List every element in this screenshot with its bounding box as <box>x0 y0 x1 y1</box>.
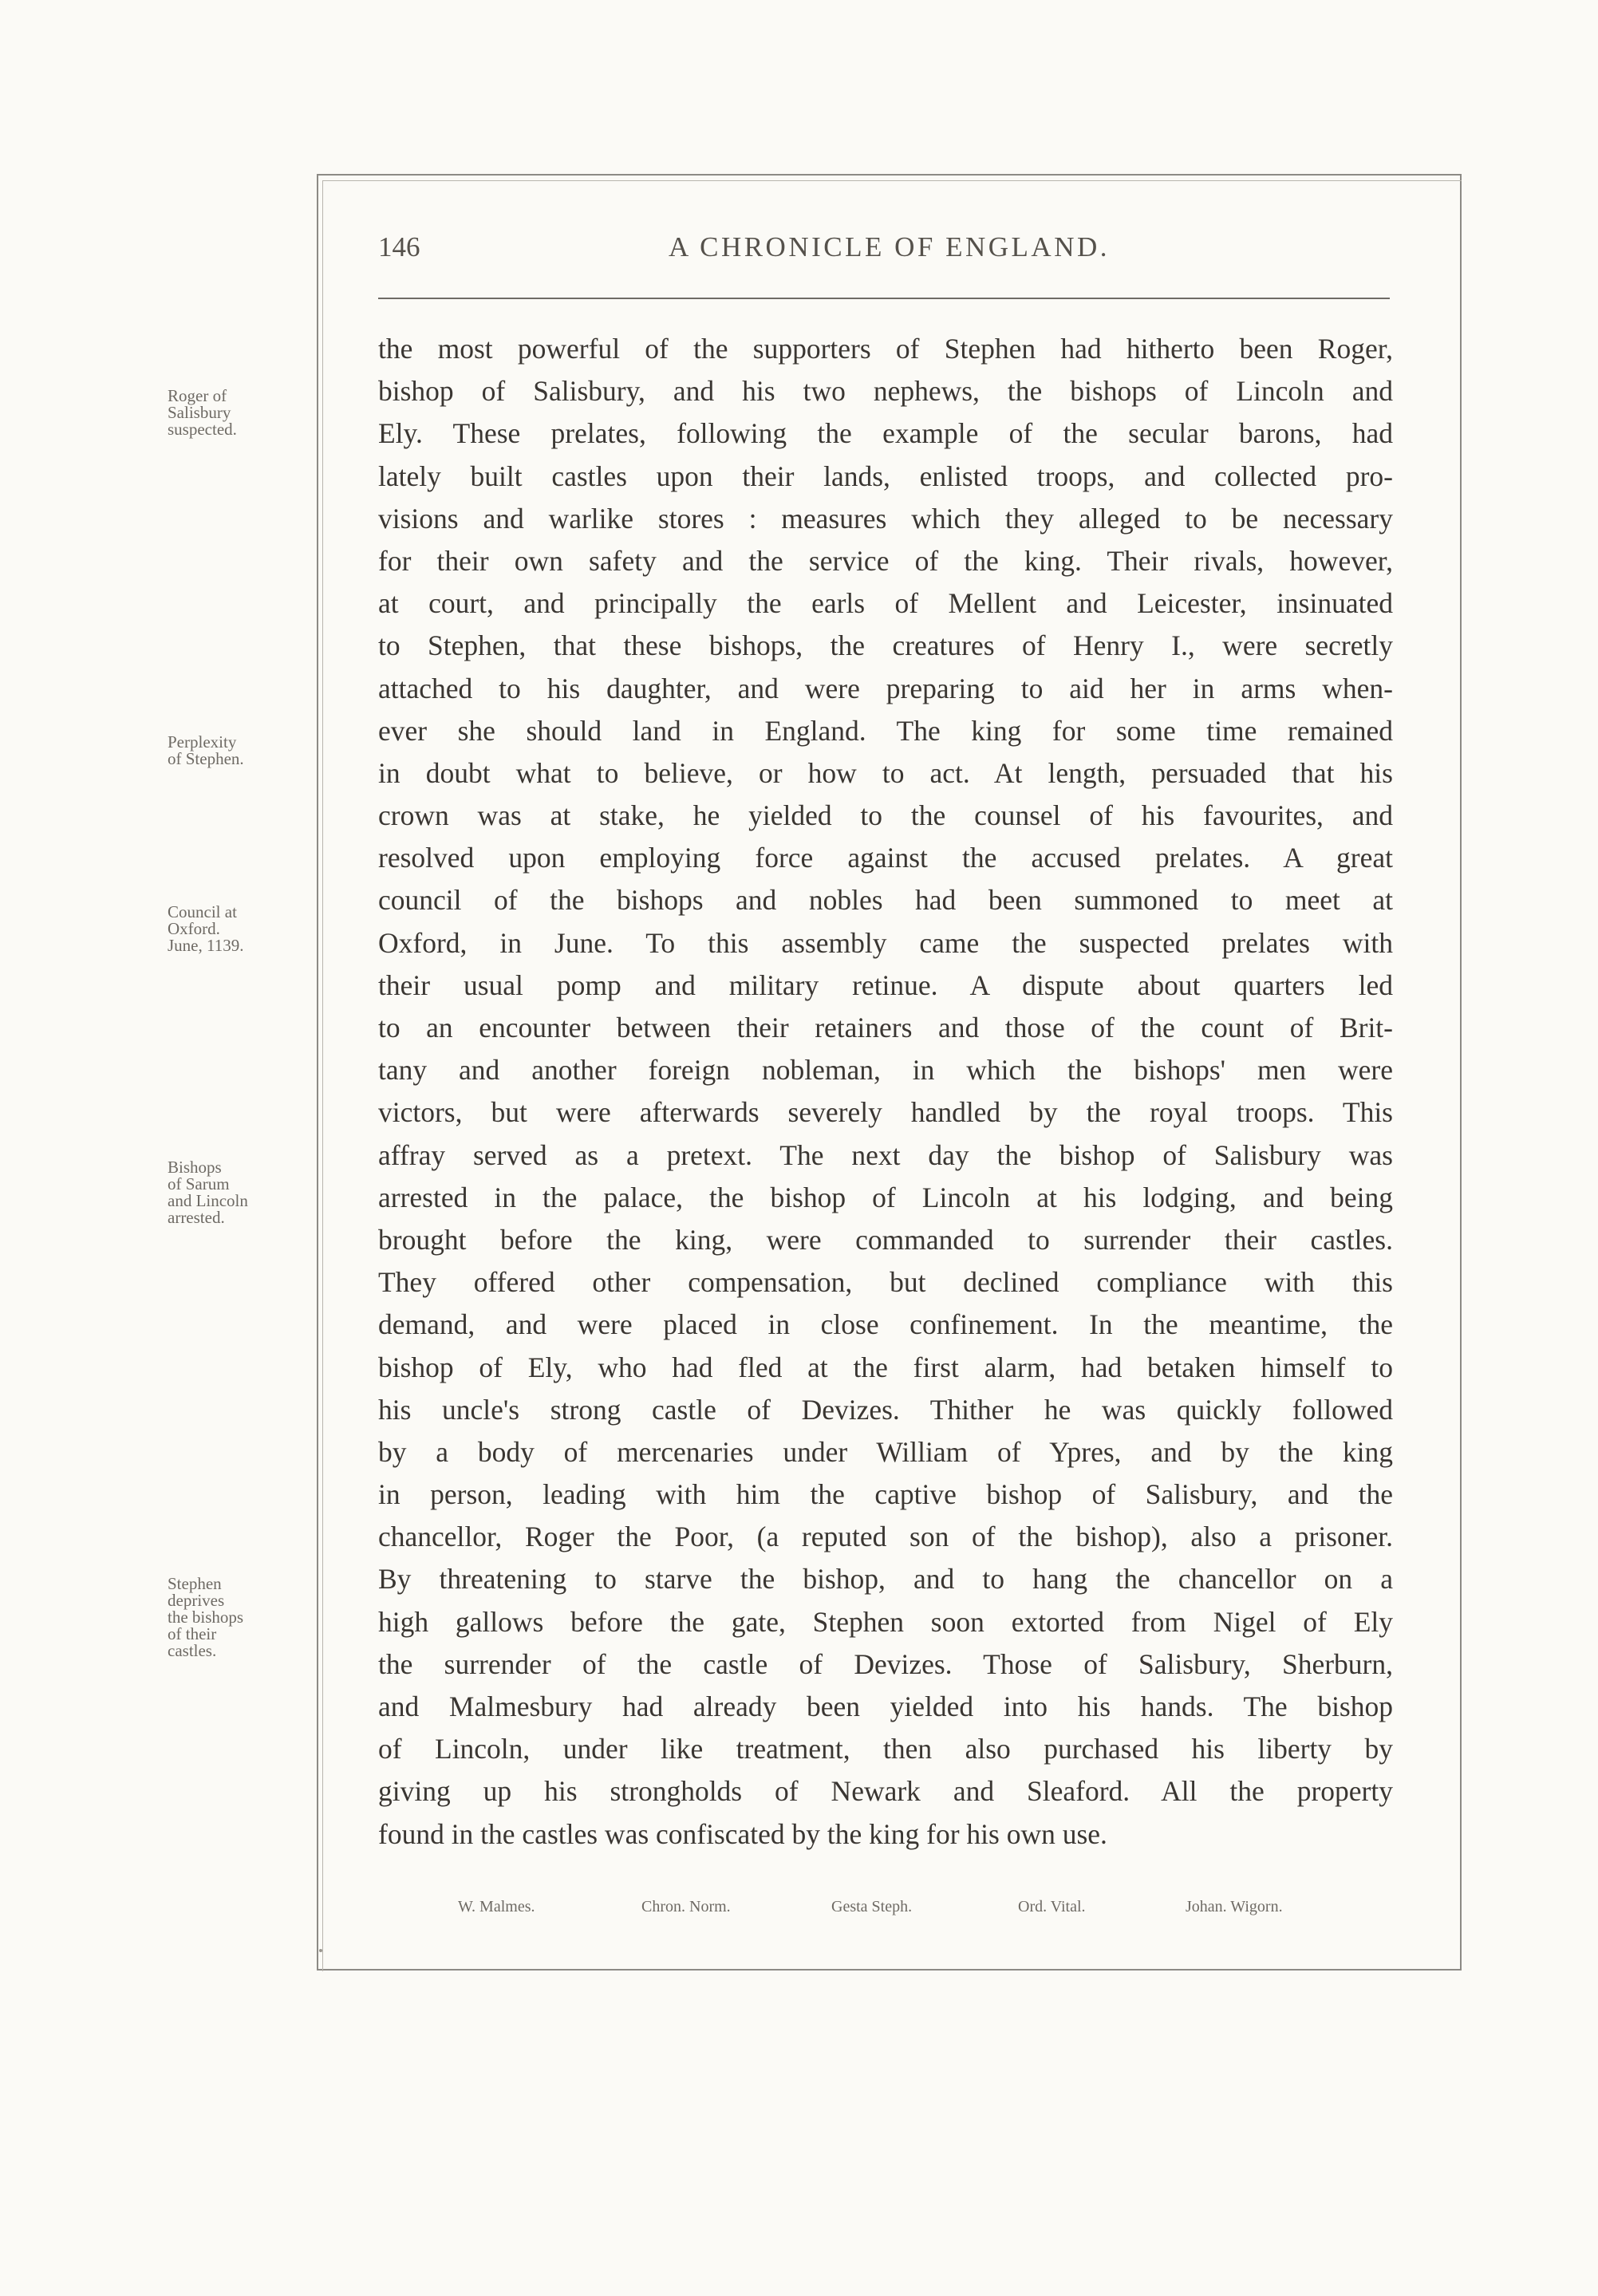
text-line: Oxford, in June. To this assembly came the suspected prelates with <box>378 926 1393 959</box>
reference: Gesta Steph. <box>831 1898 913 1915</box>
margin-note-perplexity: Perplexity of Stephen. <box>168 732 244 768</box>
text-line: ever she should land in England. The king for some time remained <box>378 714 1393 747</box>
text-line: council of the bishops and nobles had been summoned to meet at <box>378 884 1393 917</box>
text-line: brought before the king, were commanded to surrender their castles. <box>378 1223 1393 1256</box>
text-line: his uncle's strong castle of Devizes. Thither he was quickly followed <box>378 1393 1393 1426</box>
text-line: Ely. These prelates, following the example of the secular barons, had <box>378 417 1393 450</box>
text-line: the surrender of the castle of Devizes. Those of Salisbury, Sherburn, <box>378 1647 1393 1680</box>
text-line: demand, and were placed in close confinement. In the meantime, the <box>378 1308 1393 1341</box>
text-line: attached to his daughter, and were preparing to aid her in arms when- <box>378 672 1393 704</box>
text-line: to an encounter between their retainers and those of the count of Brit- <box>378 1012 1393 1043</box>
text-line: visions and warlike stores : measures which they alleged to be necessary <box>378 502 1393 535</box>
text-line: and Malmesbury had already been yielded into his hands. The bishop <box>378 1690 1393 1722</box>
text-line: at court, and principally the earls of Mellent and Leicester, insinuated <box>378 587 1393 620</box>
running-title: A CHRONICLE OF ENGLAND. <box>669 231 1110 262</box>
text-line: of Lincoln, under like treatment, then also purchased his liberty by <box>378 1733 1393 1765</box>
text-line: lately built castles upon their lands, enlisted troops, and collected pro- <box>378 460 1393 492</box>
reference: Ord. Vital. <box>1018 1898 1086 1915</box>
margin-note-council-oxford: Council at Oxford. June, 1139. <box>168 902 244 955</box>
text-line: in person, leading with him the captive bishop of Salisbury, and the <box>378 1478 1393 1511</box>
source-references <box>458 1898 1336 1922</box>
text-line: crown was at stake, he yielded to the counsel of his favourites, and <box>378 799 1393 832</box>
text-line: giving up his strongholds of Newark and Sleaford. All the property <box>378 1775 1393 1808</box>
text-line: arrested in the palace, the bishop of Lincoln at his lodging, and being <box>378 1181 1393 1213</box>
body-text <box>378 328 1393 1856</box>
reference: Chron. Norm. <box>641 1898 731 1915</box>
text-line: found in the castles was confiscated by the king for his own use. <box>378 1817 1107 1850</box>
text-line: bishop of Salisbury, and his two nephews, the bishops of Lincoln and <box>378 375 1393 408</box>
ink-speck <box>319 1949 322 1952</box>
reference: Johan. Wigorn. <box>1186 1898 1283 1915</box>
margin-note-bishops-arrested: Bishops of Sarum and Lincoln arrested. <box>168 1158 248 1227</box>
reference: W. Malmes. <box>458 1898 535 1915</box>
text-line: for their own safety and the service of the king. Their rivals, however, <box>378 544 1393 577</box>
text-line: to Stephen, that these bishops, the creatures of Henry I., were secretly <box>378 629 1393 662</box>
text-line: By threatening to starve the bishop, and to hang the chancellor on a <box>378 1563 1393 1596</box>
header-rule <box>378 298 1390 299</box>
text-line: They offered other compensation, but declined compliance with this <box>378 1266 1393 1299</box>
text-line: their usual pomp and military retinue. A dispute about quarters led <box>378 969 1393 1001</box>
text-line: in doubt what to believe, or how to act. At length, persuaded that his <box>378 756 1393 789</box>
text-line: resolved upon employing force against the accused prelates. A great <box>378 842 1393 874</box>
margin-note-stephen-deprives: Stephen deprives the bishops of their castles. <box>168 1574 244 1660</box>
text-line: affray served as a pretext. The next day the bishop of Salisbury was <box>378 1138 1393 1171</box>
text-line: chancellor, Roger the Poor, (a reputed son of the bishop), also a prisoner. <box>378 1521 1393 1553</box>
text-line: by a body of mercenaries under William of Ypres, and by the king <box>378 1435 1393 1468</box>
text-line: high gallows before the gate, Stephen soon extorted from Nigel of Ely <box>378 1605 1393 1638</box>
text-line: victors, but were afterwards severely handled by the royal troops. This <box>378 1096 1393 1129</box>
page-number: 146 <box>378 231 420 262</box>
text-line: tany and another foreign nobleman, in which the bishops' men were <box>378 1054 1393 1087</box>
margin-note-roger-suspected: Roger of Salisbury suspected. <box>168 386 237 439</box>
text-line: bishop of Ely, who had fled at the first alarm, had betaken himself to <box>378 1351 1393 1383</box>
text-line: the most powerful of the supporters of Stephen had hitherto been Roger, <box>378 333 1393 365</box>
